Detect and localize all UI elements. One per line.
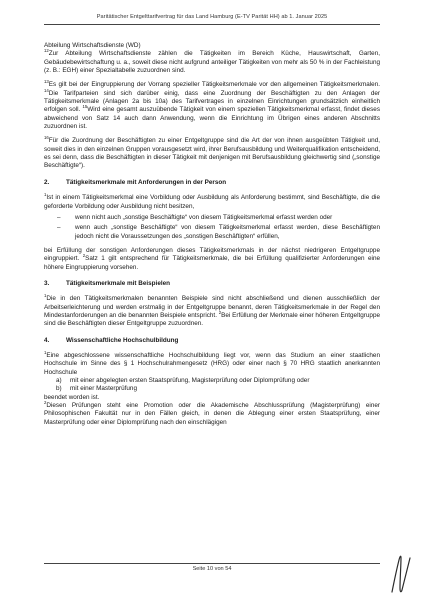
- sentence-text: Wird eine gesamt auszuübende Tätigkeit von einem speziellen Tätigkeitsmerkmal erfasst, findet dieses abweichend von Satz 14 auch dann Anwendung, wenn die Einrichtung im Übrigen eines anderen Abschnitts zuzuordnen ist.: [44, 106, 380, 131]
- sentence-number: 1: [44, 192, 47, 198]
- abteilung-title: Abteilung Wirtschaftsdienste (WD): [44, 42, 141, 49]
- section-2-heading: [44, 179, 380, 187]
- dash-marker: –: [57, 213, 61, 221]
- section-3-body: [44, 295, 380, 328]
- sentence-number: 1: [44, 293, 47, 299]
- list-item: [44, 377, 380, 385]
- list-item-text: wenn nicht auch „sonstige Beschäftigte“ von diesem Tätigkeitsmerkmal erfasst werden oder: [75, 213, 333, 221]
- sentence-text: Es gilt bei der Eingruppierung der Vorrang spezieller Tätigkeitsmerkmale vor den allgemeinen Tätigkeitsmerkmalen.: [48, 81, 380, 89]
- section-4-paragraph-2: [44, 399, 380, 427]
- document-body: [44, 42, 380, 433]
- page-header: Paritätischer Entgelttarifvertrag für das Land Hamburg (E-TV Parität HH) ab 1. Januar 2025: [96, 14, 328, 20]
- sentence-number: 2: [82, 253, 86, 259]
- sentence-number: 2: [218, 309, 222, 315]
- section-3-heading: [44, 280, 380, 288]
- paragraph-12: [44, 50, 380, 75]
- section-4-item-list: [44, 377, 380, 394]
- sentence-number: 14: [44, 87, 49, 93]
- sentence-number: 15: [82, 104, 88, 110]
- header-rule: [44, 24, 380, 25]
- section-number: 4.: [44, 336, 50, 344]
- sentence-text: bei Erfüllung der sonstigen Anforderungen dieses Tätigkeitsmerkmals in der nächst niedrigeren Entgeltgruppe eingruppiert.: [44, 246, 380, 263]
- sentence-text: Zur Abteilung Wirtschaftsdienste zählen die Tätigkeiten im Bereich Küche, Hauswirtschaft, Garten, Gebäudebewirtschaftung u. a., soweit diese nicht aufgrund anteiliger Tätigkeiten von mehr als 50 % in der Fachleistung (z. B.: EGH) einer Spezialtabelle zuzuordnen sind.: [44, 50, 380, 75]
- section-title: Tätigkeitsmerkmale mit Anforderungen in der Person: [66, 178, 227, 186]
- item-marker: b): [56, 385, 62, 393]
- sentence-number: 1: [44, 349, 47, 355]
- section-4-heading: [44, 337, 380, 345]
- sentence-number: 13: [44, 79, 49, 85]
- sentence-text: Diesen Prüfungen steht eine Promotion oder die Akademische Abschlussprüfung (Magisterprüfung) einer Philosophischen Fakultät nur in den Fällen gleich, in denen die Ablegung einer ersten Staatsprüfung, einer Masterprüfung oder einer Diplomprüfung nach den einschlägigen: [44, 402, 380, 426]
- section-title: Wissenschaftliche Hochschulbildung: [66, 336, 179, 344]
- section-2-conclusion: [44, 247, 380, 272]
- list-item: [44, 224, 380, 241]
- sentence-text: Satz 1 gilt entsprechend für Tätigkeitsmerkmale, die bei Erfüllung qualifizierter Anforderungen eine höhere Eingruppierung vorsehen.: [44, 255, 380, 271]
- dash-marker: –: [57, 224, 61, 232]
- paragraph-16: [44, 137, 380, 170]
- list-item: [44, 214, 380, 222]
- section-number: 2.: [44, 178, 50, 186]
- sentence-text: Für die Zuordnung der Beschäftigten zu einer Entgeltgruppe sind die Art der von ihnen ausgeübten Tätigkeit und, soweit dies in den einzelnen Gruppen vorausgesetzt wird, ihrer Berufsausbildung und Weiterqualifikation entscheidend, es sei denn, dass die Beschäftigten in dieser Tätigkeit mit denjenigen mit Berufsausbildung gleichwertig sind („sonstige Beschäftigte“).: [44, 137, 380, 170]
- sentence-number: 2: [44, 399, 47, 405]
- sentence-text: Bei Erfüllung der Merkmale einer höheren Entgeltgruppe sind die Beschäftigten dieser Entgeltgruppe zuzuordnen.: [44, 311, 380, 328]
- section-2-bullet-list: [44, 214, 380, 241]
- sentence-text: Ist in einem Tätigkeitsmerkmal eine Vorbildung oder Ausbildung als Anforderung bestimmt, sind Beschäftigte, die die geforderte Vorbildung oder Ausbildung nicht besitzen,: [44, 194, 380, 210]
- sentence-text: Die Tarifparteien sind sich darüber einig, dass eine Zuordnung der Beschäftigten zu den Anlagen der Tätigkeitsmerkmale (Anlagen 2a bis 10a) des Tarifvertrages in einzelnen Einrichtungen grundsätzlich einheitlich erfolgen soll.: [44, 89, 380, 114]
- item-marker: a): [56, 377, 62, 384]
- sentence-text: Die in den Tätigkeitsmerkmalen benannten Beispiele sind nicht abschließend und dienen ausschließlich der Arbeitserleichterung und werden erstmalig in der Entgeltgruppe benannt, deren Tätigkeitsmerkmale in der Regel den Mindestanforderungen an die benannten Beispiele entspricht.: [44, 295, 380, 319]
- sentence-number: 16: [44, 135, 49, 141]
- section-title: Tätigkeitsmerkmale mit Beispielen: [66, 279, 171, 287]
- list-item: [44, 385, 380, 393]
- sentence-text: Eine abgeschlossene wissenschaftliche Hochschulbildung liegt vor, wenn das Studium an einer staatlichen Hochschule im Sinne des § 1 Hochschulrahmengesetz (HRG) oder einer nach § 70 HRG staatlich anerkannten Hochschule: [44, 351, 380, 376]
- section-2-intro: [44, 194, 380, 211]
- sentence-number: 12: [44, 48, 49, 54]
- list-item-text: mit einer Masterprüfung: [70, 385, 137, 393]
- footer-rule: [44, 563, 380, 564]
- page-number: Seite 10 von 54: [192, 566, 232, 572]
- handwritten-signature-icon: [388, 552, 414, 594]
- section-4-ended: beendet worden ist.: [44, 393, 100, 401]
- section-number: 3.: [44, 279, 50, 287]
- paragraph-13-15: [44, 81, 380, 131]
- section-4-intro: [44, 349, 380, 377]
- list-item-text: mit einer abgelegten ersten Staatsprüfung, Magisterprüfung oder Diplomprüfung oder: [70, 377, 310, 384]
- list-item-text: wenn auch „sonstige Beschäftigte“ von diesem Tätigkeitsmerkmal erfasst werden, diese Beschäftigten jedoch nicht die Voraussetzungen des „sonstigen Beschäftigten“ erfüllen,: [75, 224, 380, 240]
